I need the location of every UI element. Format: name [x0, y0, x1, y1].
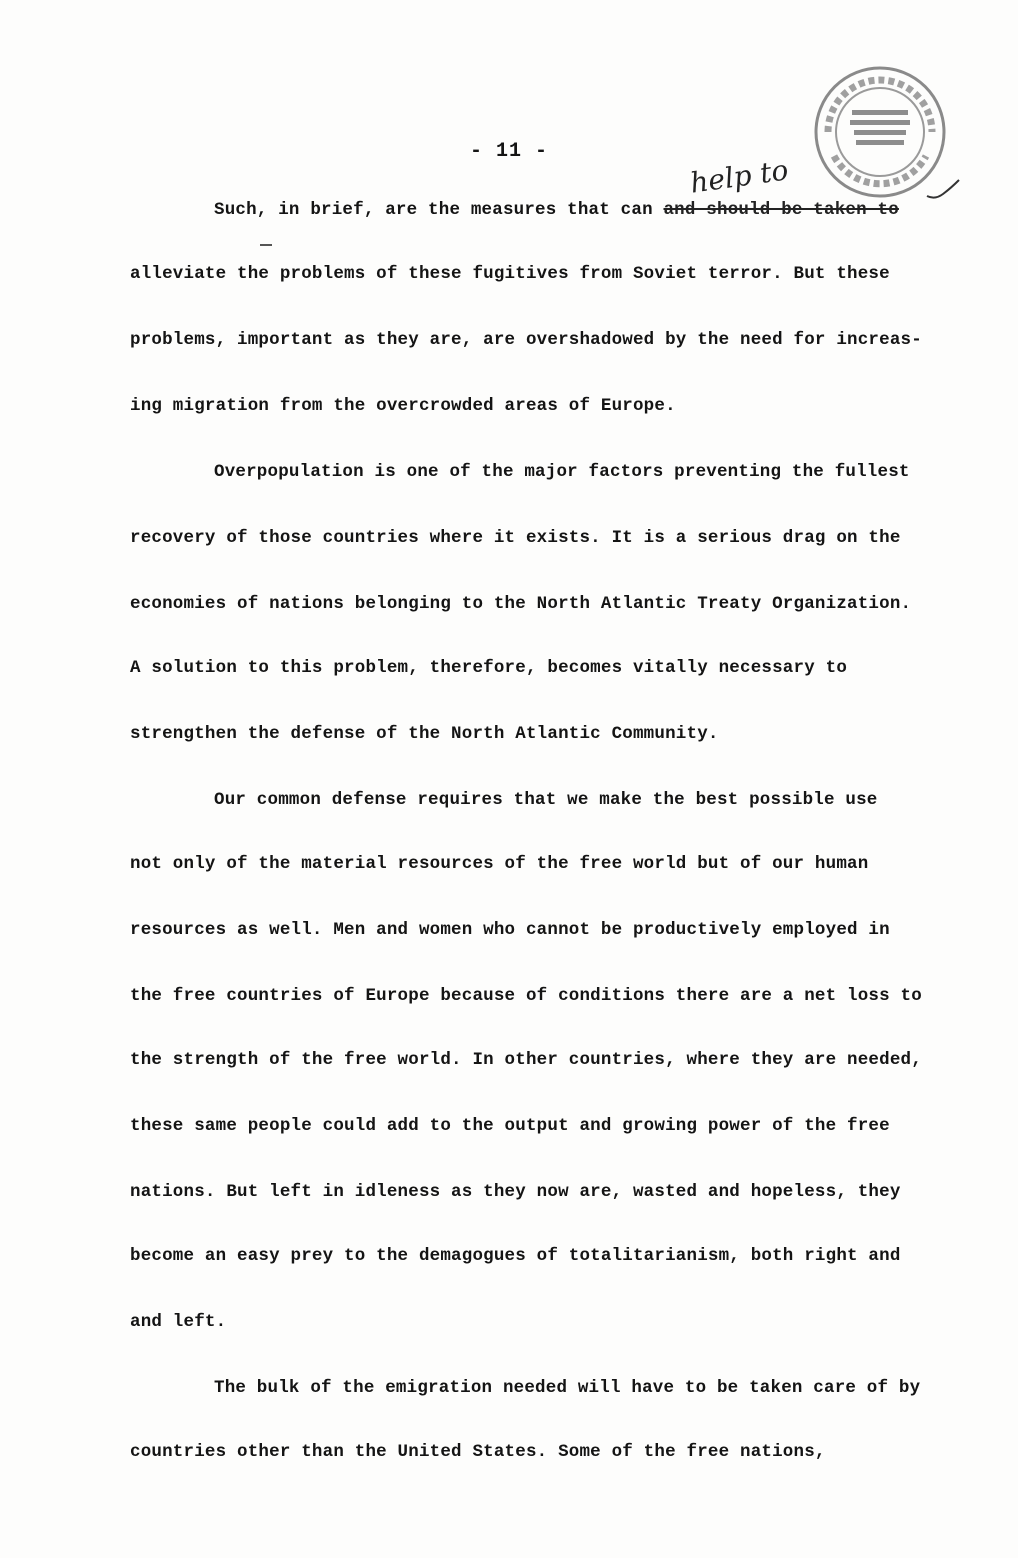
- text-line: economies of nations belonging to the North Atlantic Treaty Organization.: [130, 594, 912, 614]
- text-line: A solution to this problem, therefore, becomes vitally necessary to: [130, 658, 848, 678]
- page-number: - 11 -: [469, 140, 548, 163]
- text-line: recovery of those countries where it exists. It is a serious drag on the: [130, 528, 901, 548]
- struck-text: and should be taken to: [663, 200, 899, 220]
- text-line: problems, important as they are, are overshadowed by the need for increas-: [130, 330, 922, 350]
- text-line: not only of the material resources of the free world but of our human: [130, 854, 869, 874]
- text-line: these same people could add to the output and growing power of the free: [130, 1116, 890, 1136]
- margin-mark: [260, 244, 272, 246]
- text-line: become an easy prey to the demagogues of totalitarianism, both right and: [130, 1246, 901, 1266]
- handwritten-insertion: help to: [688, 153, 791, 200]
- text-line: Overpopulation is one of the major factors preventing the fullest: [214, 462, 910, 482]
- text-line: Our common defense requires that we make the best possible use: [214, 790, 878, 810]
- text-line: and left.: [130, 1312, 227, 1332]
- text-line: strengthen the defense of the North Atlantic Community.: [130, 724, 719, 744]
- line-text: Such, in brief, are the measures that can: [214, 200, 664, 220]
- text-line: countries other than the United States. Some of the free nations,: [130, 1442, 826, 1462]
- text-line: alleviate the problems of these fugitives from Soviet terror. But these: [130, 264, 890, 284]
- text-line: [214, 198, 899, 222]
- text-line: resources as well. Men and women who cannot be productively employed in: [130, 920, 890, 940]
- text-line: The bulk of the emigration needed will have to be taken care of by: [214, 1378, 921, 1398]
- text-line: nations. But left in idleness as they now are, wasted and hopeless, they: [130, 1182, 901, 1202]
- text-line: ing migration from the overcrowded areas of Europe.: [130, 396, 676, 416]
- text-line: the free countries of Europe because of conditions there are a net loss to: [130, 986, 922, 1006]
- text-line: the strength of the free world. In other countries, where they are needed,: [130, 1050, 922, 1070]
- check-mark-icon: [925, 178, 961, 202]
